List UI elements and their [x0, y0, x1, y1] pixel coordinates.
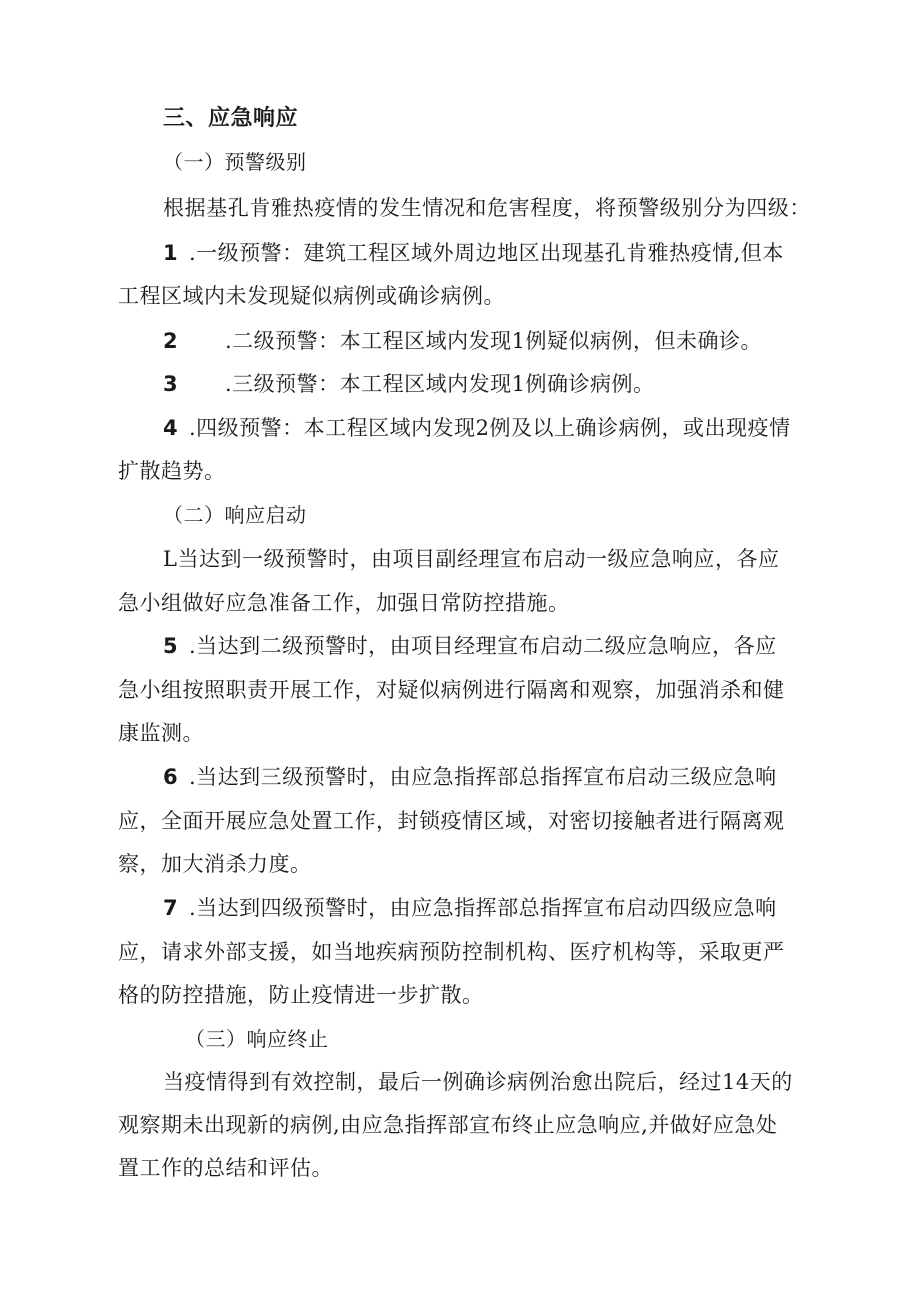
response-item-7-text: .当达到四级预警时，由应急指挥部总指挥宣布启动四级应急响 — [189, 896, 777, 920]
section-title: 三、应急响应 — [163, 106, 299, 131]
response-item-5-line-3: 康监测。 — [118, 721, 204, 745]
warning-item-1-number: 1 — [163, 241, 179, 265]
response-end-line-2: 观察期未出现新的病例,由应急指挥部宣布终止应急响应,并做好应急处 — [118, 1113, 778, 1137]
response-item-6-line-1 — [163, 762, 777, 792]
response-item-7-line-1 — [163, 893, 777, 923]
warning-item-1-line-2: 工程区域内未发现疑似病例或确诊病例。 — [118, 284, 505, 308]
warning-item-4-line-2: 扩散趋势。 — [118, 459, 226, 483]
response-item-7-number: 7 — [163, 896, 179, 920]
response-item-5-number: 5 — [163, 634, 179, 658]
warning-item-4-number: 4 — [163, 416, 179, 440]
warning-item-3 — [163, 369, 655, 399]
warning-item-2 — [163, 326, 762, 356]
warning-levels-intro: 根据基孔肯雅热疫情的发生情况和危害程度，将预警级别分为四级： — [163, 196, 811, 220]
response-end-line-1: 当疫情得到有效控制，最后一例确诊病例治愈出院后，经过14天的 — [163, 1070, 793, 1094]
response-item-5-line-2: 急小组按照职责开展工作，对疑似病例进行隔离和观察，加强消杀和健 — [118, 678, 785, 702]
response-item-1-line-1: L当达到一级预警时，由项目副经理宣布启动一级应急响应，各应 — [163, 547, 780, 571]
response-item-6-line-2: 应，全面开展应急处置工作，封锁疫情区域，对密切接触者进行隔离观 — [118, 809, 785, 833]
response-item-7-line-2: 应，请求外部支援，如当地疾病预防控制机构、医疗机构等，采取更严 — [118, 940, 785, 964]
response-item-6-line-3: 察，加大消杀力度。 — [118, 852, 312, 876]
response-item-5-line-1 — [163, 631, 777, 661]
warning-item-2-text: .二级预警：本工程区域内发现1例疑似病例，但未确诊。 — [225, 329, 763, 353]
response-end-line-3: 置工作的总结和评估。 — [118, 1156, 333, 1180]
subsection-heading-response-end: （三）响应终止 — [185, 1027, 329, 1051]
subsection-heading-response-start: （二）响应启动 — [163, 503, 307, 527]
warning-item-2-number: 2 — [163, 329, 179, 353]
warning-item-1-line-1 — [163, 238, 784, 268]
response-item-7-line-3: 格的防控措施，防止疫情进一步扩散。 — [118, 983, 484, 1007]
warning-item-4-line-1 — [163, 413, 791, 443]
subsection-heading-warning-levels: （一）预警级别 — [163, 150, 307, 174]
warning-item-3-number: 3 — [163, 372, 179, 396]
warning-item-4-text: .四级预警：本工程区域内发现2例及以上确诊病例，或出现疫情 — [189, 416, 791, 440]
response-item-6-number: 6 — [163, 765, 179, 789]
warning-item-3-text: .三级预警：本工程区域内发现1例确诊病例。 — [225, 372, 655, 396]
response-item-1-line-2: 急小组做好应急准备工作，加强日常防控措施。 — [118, 591, 570, 615]
warning-item-1-text: .一级预警：建筑工程区域外周边地区出现基孔肯雅热疫情,但本 — [189, 241, 784, 265]
response-item-5-text: .当达到二级预警时，由项目经理宣布启动二级应急响应，各应 — [189, 634, 777, 658]
response-item-6-text: .当达到三级预警时，由应急指挥部总指挥宣布启动三级应急响 — [189, 765, 777, 789]
